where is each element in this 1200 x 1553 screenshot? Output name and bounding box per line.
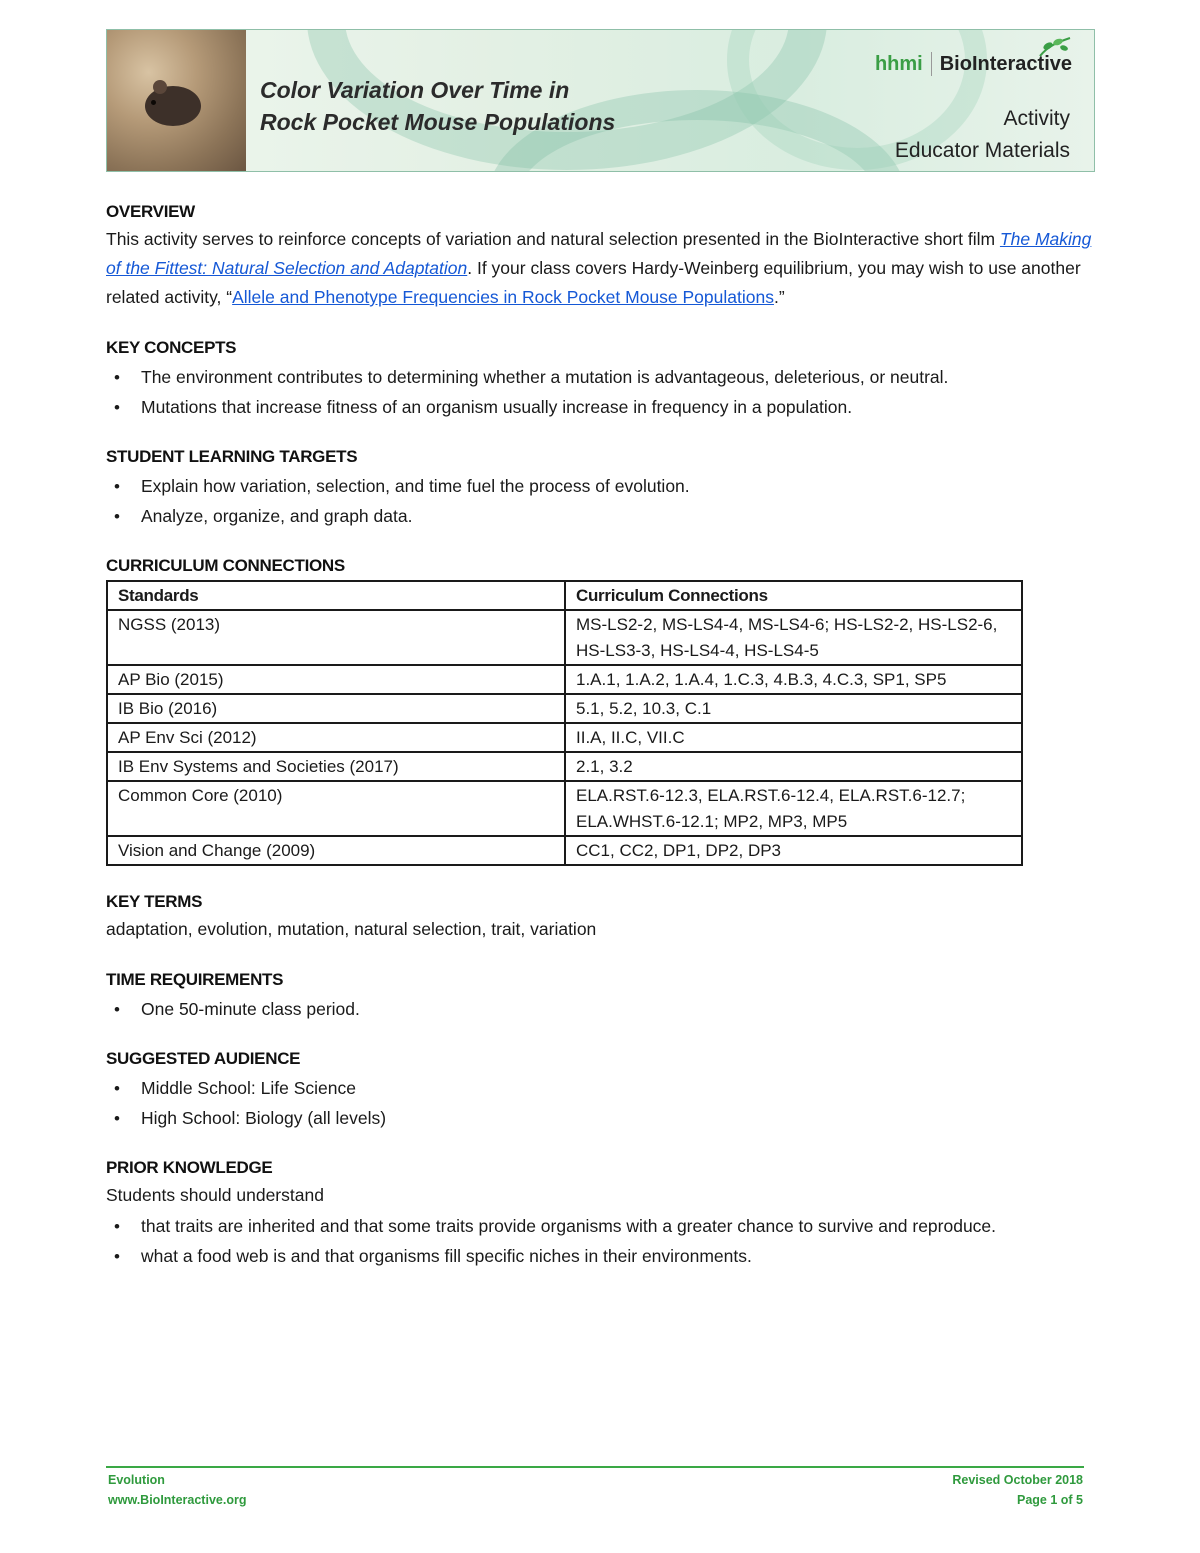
activity-link[interactable]: Allele and Phenotype Frequencies in Rock Pocket Mouse Populations: [232, 287, 774, 307]
overview-heading: OVERVIEW: [106, 202, 195, 221]
document-title: [260, 74, 615, 138]
logo-biointeractive-text: BioInteractive: [939, 52, 1072, 75]
overview-text-2: . If your class covers Hardy-Weinberg equilibrium, you may wish to use another related activity, “: [106, 258, 1081, 307]
table-row: [107, 781, 1022, 836]
prior-knowledge-heading: PRIOR KNOWLEDGE: [106, 1158, 273, 1177]
footer-subject: Evolution: [108, 1473, 165, 1487]
overview-text-1: This activity serves to reinforce concepts of variation and natural selection presented in the BioInteractive short film: [106, 229, 1000, 249]
suggested-audience-list: [106, 1075, 1096, 1132]
prior-knowledge-list: [106, 1213, 1096, 1270]
footer-revised-date: Revised October 2018: [952, 1473, 1083, 1487]
table-header-row: [107, 581, 1022, 610]
logo-divider: [931, 52, 932, 76]
connections-cell: MS-LS2-2, MS-LS4-4, MS-LS4-6; HS-LS2-2, HS-LS2-6, HS-LS3-3, HS-LS4-4, HS-LS4-5: [565, 610, 1022, 665]
key-concepts-heading: KEY CONCEPTS: [106, 338, 237, 357]
connections-cell: 2.1, 3.2: [565, 752, 1022, 781]
list-item: • High School: Biology (all levels): [106, 1105, 1096, 1132]
key-concepts-list: [106, 364, 1096, 421]
table-row: [107, 836, 1022, 865]
list-item: • Analyze, organize, and graph data.: [106, 503, 1096, 530]
curriculum-heading: CURRICULUM CONNECTIONS: [106, 556, 345, 575]
list-item: • The environment contributes to determining whether a mutation is advantageous, deleterious, or neutral.: [106, 364, 1096, 391]
table-row: [107, 610, 1022, 665]
standard-cell: Common Core (2010): [107, 781, 565, 836]
connections-cell: 1.A.1, 1.A.2, 1.A.4, 1.C.3, 4.B.3, 4.C.3, SP1, SP5: [565, 665, 1022, 694]
mouse-photo: [107, 30, 246, 171]
standard-cell: AP Env Sci (2012): [107, 723, 565, 752]
hhmi-biointeractive-logo[interactable]: [875, 52, 1072, 76]
list-item: • Mutations that increase fitness of an organism usually increase in frequency in a population.: [106, 394, 1096, 421]
title-line-1: Color Variation Over Time in: [260, 77, 570, 103]
overview-text-3: .”: [773, 287, 785, 307]
connections-cell: II.A, II.C, VII.C: [565, 723, 1022, 752]
footer-page-number: Page 1 of 5: [1017, 1493, 1083, 1507]
learning-targets-heading: STUDENT LEARNING TARGETS: [106, 447, 358, 466]
prior-knowledge-intro: Students should understand: [106, 1185, 324, 1205]
table-row: [107, 665, 1022, 694]
educator-materials-label: Educator Materials: [894, 139, 1070, 162]
curriculum-table: [106, 580, 1023, 866]
list-item: • Middle School: Life Science: [106, 1075, 1096, 1102]
table-row: [107, 723, 1022, 752]
suggested-audience-section: [106, 1046, 1096, 1132]
film-link[interactable]: The Making of the Fittest: Natural Selection and Adaptation: [106, 229, 1092, 278]
standard-cell: IB Env Systems and Societies (2017): [107, 752, 565, 781]
key-terms-text: adaptation, evolution, mutation, natural selection, trait, variation: [106, 919, 597, 939]
key-terms-heading: KEY TERMS: [106, 892, 203, 911]
key-concepts-section: [106, 335, 1096, 421]
mouse-ear-shape: [153, 80, 167, 94]
time-requirements-heading: TIME REQUIREMENTS: [106, 970, 284, 989]
prior-knowledge-section: [106, 1155, 1096, 1270]
key-terms-section: [106, 889, 1096, 944]
curriculum-section: [106, 553, 1096, 866]
suggested-audience-heading: SUGGESTED AUDIENCE: [106, 1049, 301, 1068]
standard-cell: NGSS (2013): [107, 610, 565, 665]
document-body: [106, 199, 1096, 1273]
connections-cell: ELA.RST.6-12.3, ELA.RST.6-12.4, ELA.RST.6-12.7; ELA.WHST.6-12.1; MP2, MP3, MP5: [565, 781, 1022, 836]
connections-cell: CC1, CC2, DP1, DP2, DP3: [565, 836, 1022, 865]
footer-divider: [106, 1466, 1084, 1468]
list-item: • what a food web is and that organisms fill specific niches in their environments.: [106, 1243, 1096, 1270]
connections-cell: 5.1, 5.2, 10.3, C.1: [565, 694, 1022, 723]
overview-text: [106, 225, 1096, 312]
time-requirements-list: [106, 996, 1096, 1023]
learning-targets-section: [106, 444, 1096, 530]
standard-cell: Vision and Change (2009): [107, 836, 565, 865]
connections-column-header: Curriculum Connections: [565, 581, 1022, 610]
logo-hhmi-text: hhmi: [874, 52, 923, 75]
list-item: • that traits are inherited and that some traits provide organisms with a greater chance to survive and reproduce.: [106, 1213, 1096, 1240]
standards-column-header: Standards: [107, 581, 565, 610]
mouse-eye-shape: [151, 100, 156, 105]
standard-cell: IB Bio (2016): [107, 694, 565, 723]
activity-label: Activity: [1003, 107, 1070, 130]
table-row: [107, 694, 1022, 723]
header-banner: [106, 29, 1095, 172]
footer-website-link[interactable]: www.BioInteractive.org: [108, 1493, 247, 1507]
list-item: • One 50-minute class period.: [106, 996, 1096, 1023]
overview-section: [106, 199, 1096, 312]
mouse-body-shape: [145, 86, 201, 126]
learning-targets-list: [106, 473, 1096, 530]
table-row: [107, 752, 1022, 781]
list-item: • Explain how variation, selection, and time fuel the process of evolution.: [106, 473, 1096, 500]
time-requirements-section: [106, 967, 1096, 1023]
title-line-2: Rock Pocket Mouse Populations: [260, 109, 616, 135]
standard-cell: AP Bio (2015): [107, 665, 565, 694]
